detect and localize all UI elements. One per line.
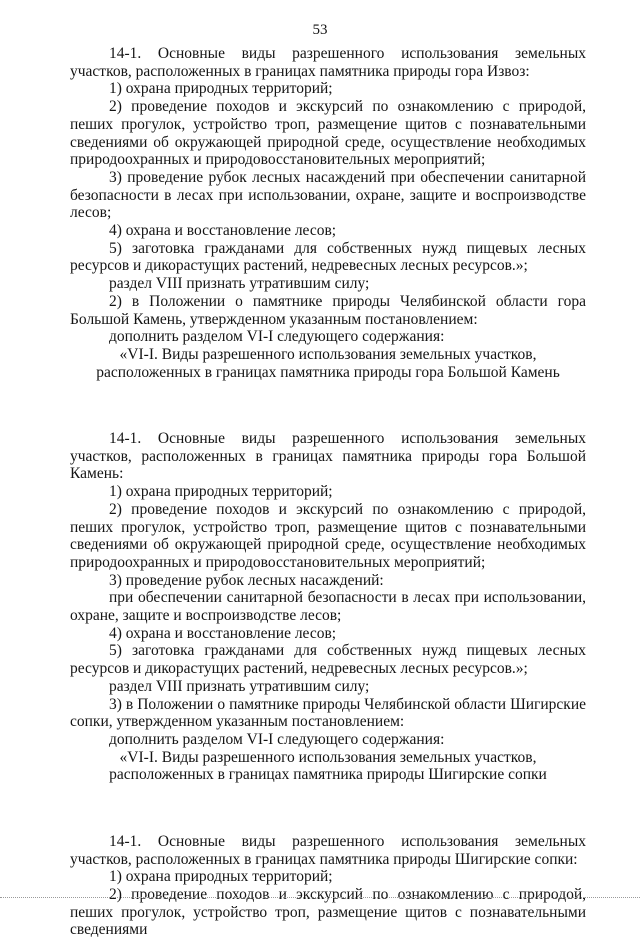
blank-line — [70, 800, 586, 818]
page-number: 53 — [312, 22, 328, 38]
section-heading: «VI-I. Виды разрешенного использования земельных участков, — [119, 345, 537, 363]
paragraph: раздел VIII признать утратившим силу; — [109, 275, 370, 293]
paragraph: 2) проведение походов и экскурсий по ознакомлению с природой, пеших прогулок, устройство троп, размещение щитов с познавательными сведениями — [70, 885, 586, 939]
scan-edge-line — [0, 897, 640, 899]
paragraph: 4) охрана и восстановление лесов; — [109, 624, 337, 642]
paragraph: 3) проведение рубок лесных насаждений: — [109, 571, 384, 589]
paragraph: 2) проведение походов и экскурсий по ознакомлению с природой, пеших прогулок, устройство троп, размещение щитов с познавательными сведениями об окружающей природной среде, осуществление необходимых природоохранных и природовосстановительных мероприятий; — [70, 98, 586, 169]
document-body — [70, 45, 586, 939]
paragraph: 14-1. Основные виды разрешенного использования земельных участков, расположенных в границах памятника природы Шигирские сопки: — [70, 832, 586, 868]
paragraph: при обеспечении санитарной безопасности в лесах при использовании, охране, защите и воспроизводстве лесов; — [70, 589, 586, 625]
paragraph: 1) охрана природных территорий; — [109, 80, 333, 98]
paragraph: 2) в Положении о памятнике природы Челябинской области гора Большой Камень, утвержденном указанным постановлением: — [70, 292, 586, 328]
paragraph: раздел VIII признать утратившим силу; — [109, 677, 370, 695]
paragraph: 3) в Положении о памятнике природы Челябинской области Шигирские сопки, утвержденном указанным постановлением: — [70, 695, 586, 731]
paragraph: 5) заготовка гражданами для собственных нужд пищевых лесных ресурсов и дикорастущих растений, недревесных лесных ресурсов.»; — [70, 239, 586, 275]
paragraph: дополнить разделом VI-I следующего содержания: — [109, 731, 445, 748]
paragraph: дополнить разделом VI-I следующего содержания: — [109, 328, 445, 346]
paragraph: 1) охрана природных территорий; — [109, 483, 333, 501]
section-heading: расположенных в границах памятника природы гора Большой Камень — [96, 363, 560, 381]
section-heading: «VI-I. Виды разрешенного использования земельных участков, — [119, 748, 537, 766]
paragraph: 4) охрана и восстановление лесов; — [109, 222, 337, 240]
section-heading: расположенных в границах памятника природы Шигирские сопки — [109, 766, 547, 784]
blank-line — [70, 397, 586, 415]
paragraph: 3) проведение рубок лесных насаждений при обеспечении санитарной безопасности в лесах при использовании, охране, защите и воспроизводстве лесов; — [70, 168, 586, 222]
paragraph: 1) охрана природных территорий; — [109, 868, 333, 886]
paragraph: 5) заготовка гражданами для собственных нужд пищевых лесных ресурсов и дикорастущих растений, недревесных лесных ресурсов.»; — [70, 642, 586, 678]
paragraph: 14-1. Основные виды разрешенного использования земельных участков, расположенных в границах памятника природы гора Извоз: — [70, 45, 586, 80]
paragraph: 14-1. Основные виды разрешенного использования земельных участков, расположенных в границах памятника природы гора Большой Камень: — [70, 430, 586, 483]
paragraph: 2) проведение походов и экскурсий по ознакомлению с природой, пеших прогулок, устройство троп, размещение щитов с познавательными сведениями об окружающей природной среде, осуществление необходимых природоохранных и природовосстановительных мероприятий; — [70, 500, 586, 571]
